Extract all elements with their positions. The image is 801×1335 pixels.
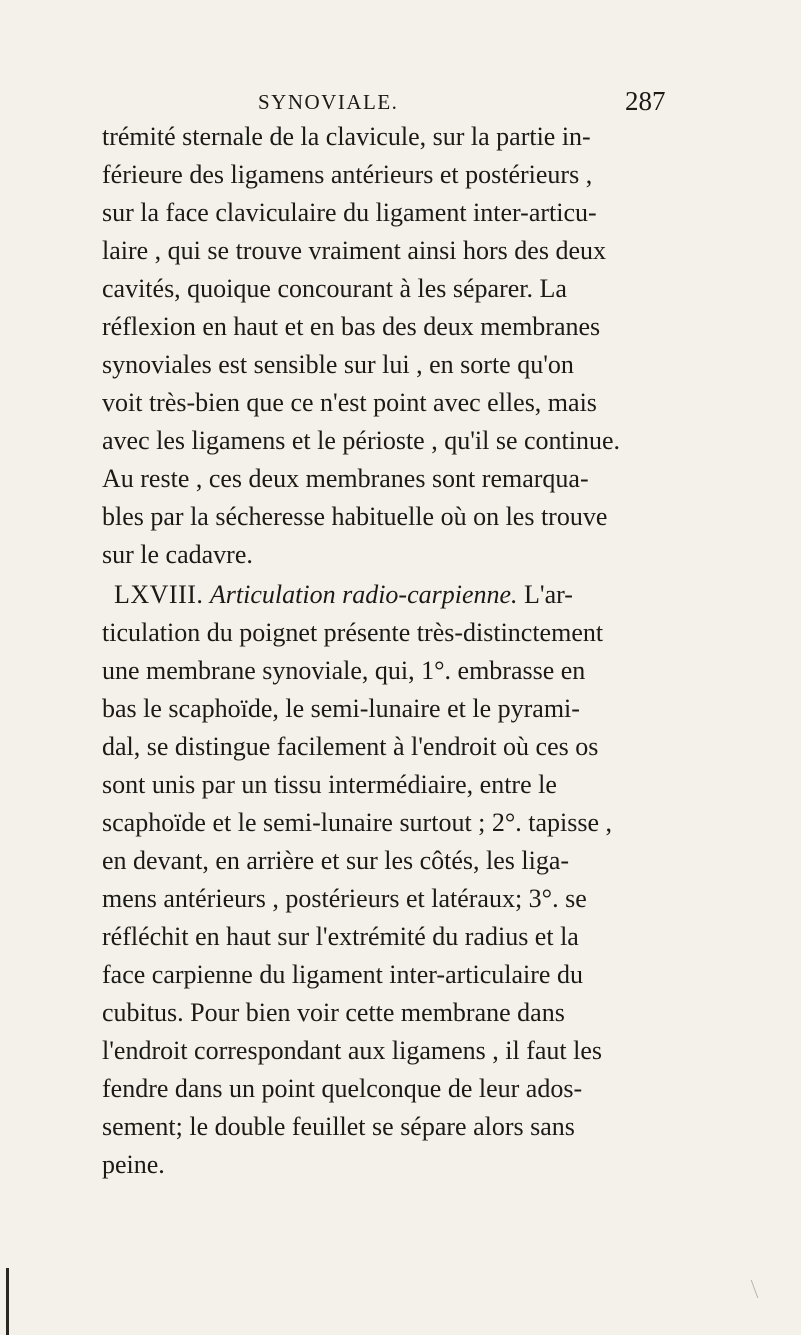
running-head <box>0 86 801 122</box>
text-line: laire , qui se trouve vraiment ainsi hors des deux <box>102 236 606 265</box>
text-line: sont unis par un tissu intermédiaire, entre le <box>102 770 557 799</box>
text-line: bas le scaphoïde, le semi-lunaire et le pyrami- <box>102 694 580 723</box>
text-line: cubitus. Pour bien voir cette membrane dans <box>102 998 565 1027</box>
text-line: avec les ligamens et le périoste , qu'il se continue. <box>102 426 621 455</box>
text-line: en devant, en arrière et sur les côtés, les liga- <box>102 846 570 875</box>
text-line: une membrane synoviale, qui, 1°. embrasse en <box>102 656 586 685</box>
text-line: synoviales est sensible sur lui , en sorte qu'on <box>102 350 574 379</box>
section-title: Articulation radio-carpienne. <box>209 580 518 609</box>
text-line: dal, se distingue facilement à l'endroit où ces os <box>102 732 599 761</box>
text-line: férieure des ligamens antérieurs et postérieurs , <box>102 160 593 189</box>
text-line: l'endroit correspondant aux ligamens , il faut les <box>102 1036 602 1065</box>
text-line: peine. <box>102 1150 165 1179</box>
text-line: ticulation du poignet présente très-distinctement <box>102 618 604 647</box>
text-line: Au reste , ces deux membranes sont remarqua- <box>102 464 589 493</box>
text-line: sur la face claviculaire du ligament inter-articu- <box>102 198 597 227</box>
text-line: réfléchit en haut sur l'extrémité du radius et la <box>102 922 579 951</box>
text-line: trémité sternale de la clavicule, sur la partie in- <box>102 122 591 151</box>
text-line: bles par la sécheresse habituelle où on les trouve <box>102 502 608 531</box>
page-number: 287 <box>625 86 666 116</box>
text-line: cavités, quoique concourant à les séparer. La <box>102 274 567 303</box>
text-line: face carpienne du ligament inter-articulaire du <box>102 960 583 989</box>
text-line: voit très-bien que ce n'est point avec elles, mais <box>102 388 597 417</box>
section-first-line-rest: L'ar- <box>524 580 573 609</box>
text-line: sement; le double feuillet se sépare alors sans <box>102 1112 575 1141</box>
paper-crease-mark <box>737 1280 759 1298</box>
running-title: SYNOVIALE. <box>258 90 399 114</box>
text-line: fendre dans un point quelconque de leur ados- <box>102 1074 583 1103</box>
text-line: mens antérieurs , postérieurs et latéraux; 3°. se <box>102 884 587 913</box>
text-line: scaphoïde et le semi-lunaire surtout ; 2°. tapisse , <box>102 808 613 837</box>
text-line: réflexion en haut et en bas des deux membranes <box>102 312 601 341</box>
section-number: LXVIII. <box>114 580 204 609</box>
text-line: sur le cadavre. <box>102 540 253 569</box>
section-heading-line <box>114 576 573 614</box>
binding-edge-mark <box>6 1268 9 1335</box>
